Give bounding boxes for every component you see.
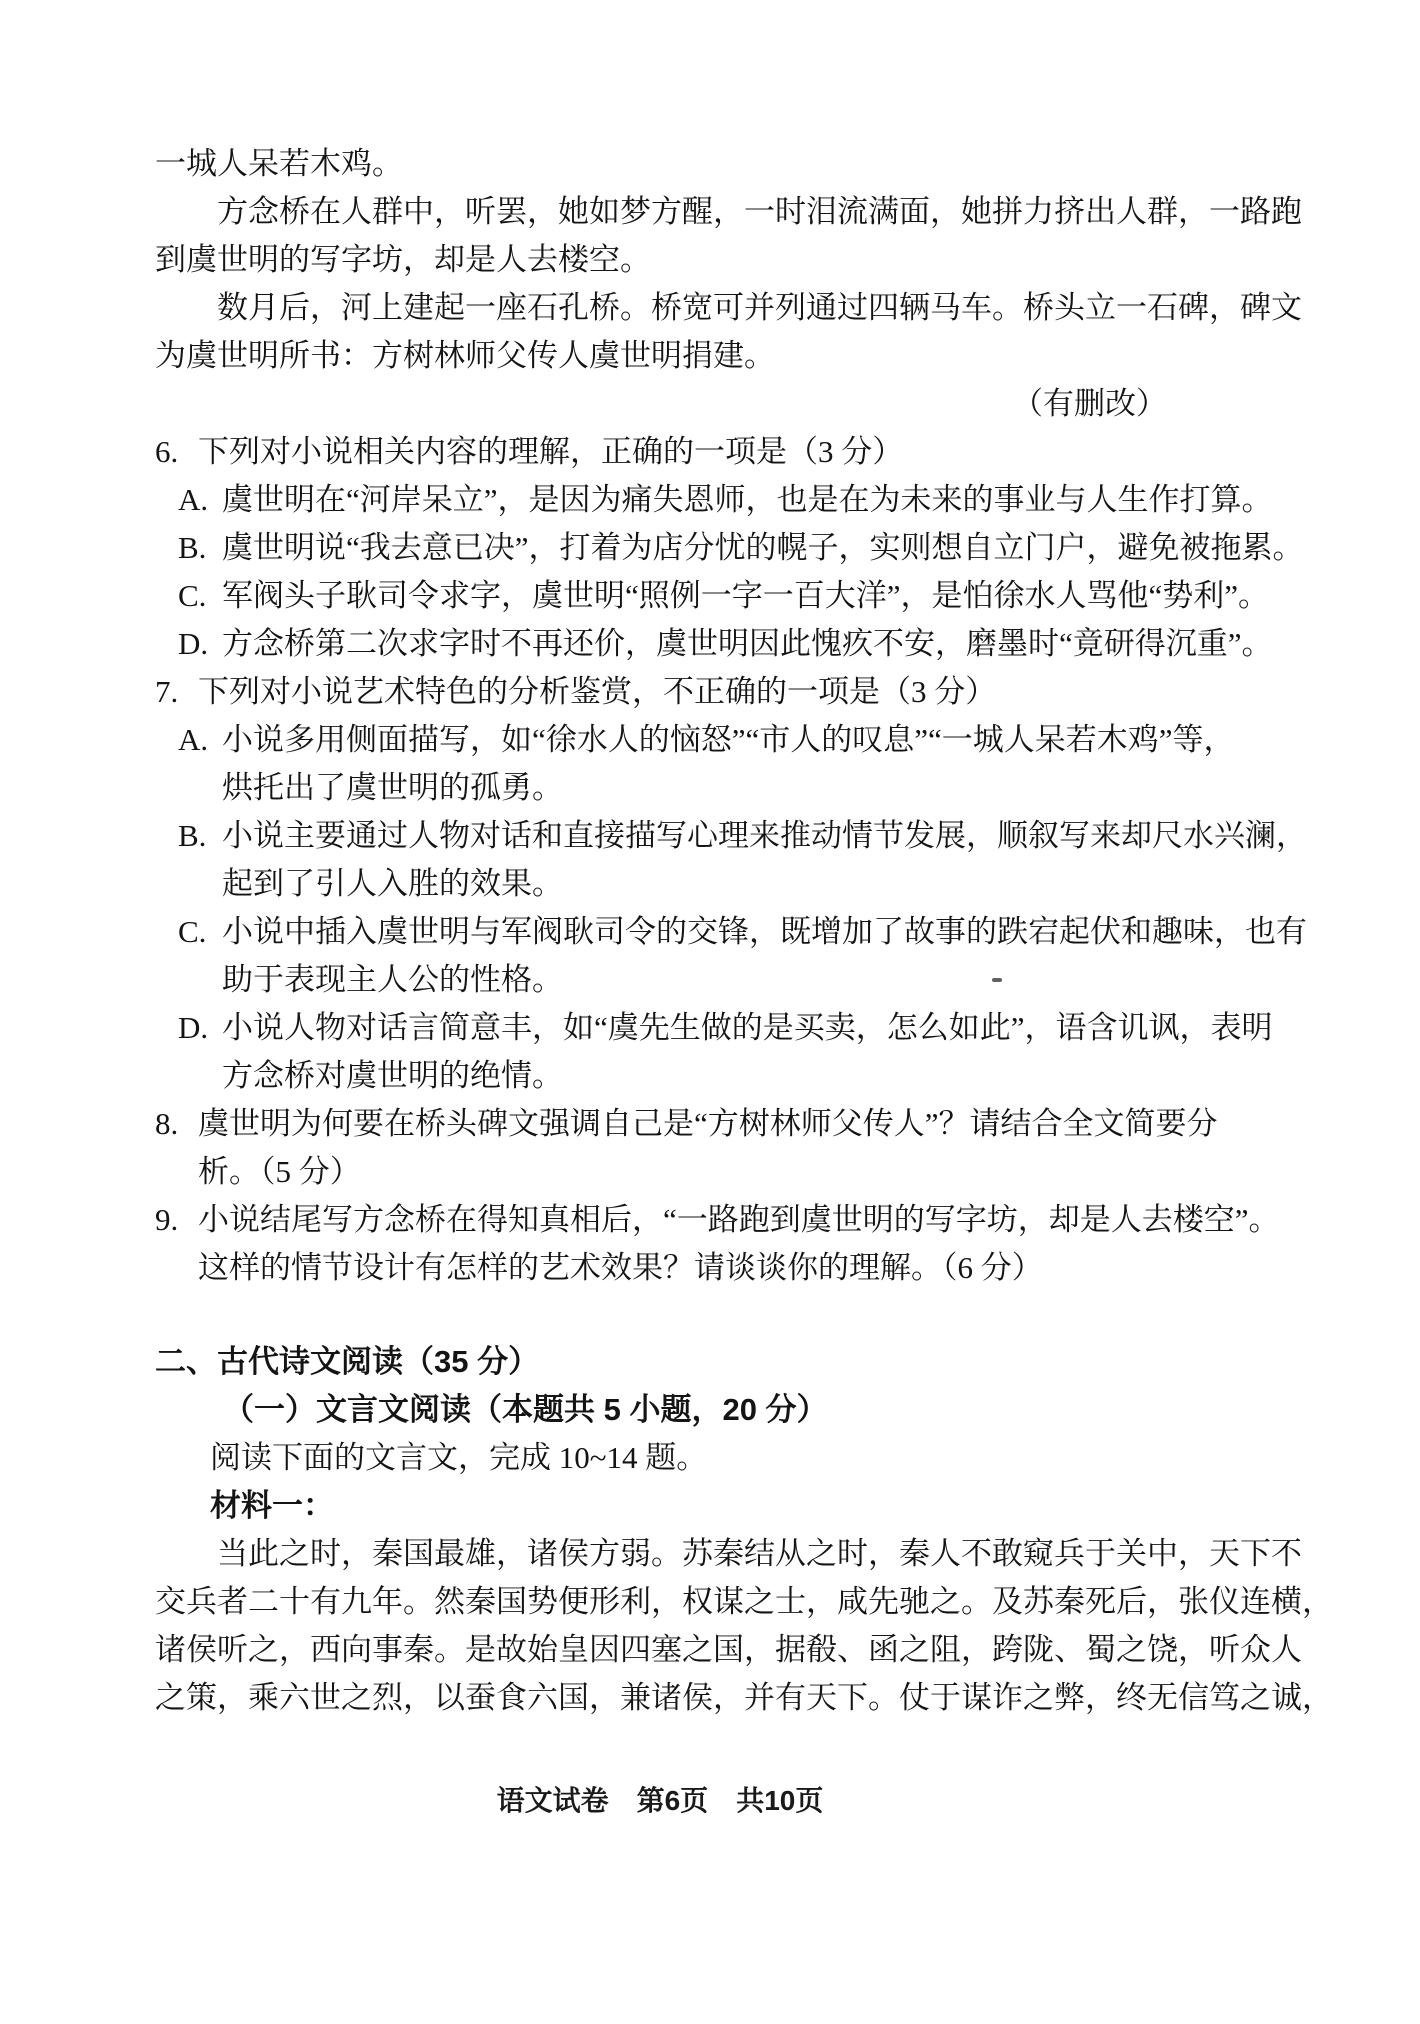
option-text: 虞世明在“河岸呆立”，是因为痛失恩师，也是在为未来的事业与人生作打算。 — [222, 482, 1273, 517]
passage-line: 方念桥在人群中，听罢，她如梦方醒，一时泪流满面，她拼力挤出人群，一路跑 — [217, 194, 1302, 229]
option-label: C. — [178, 578, 207, 613]
question-7-number: 7. — [155, 674, 179, 709]
question-8-cont: 析。（5 分） — [198, 1154, 361, 1189]
question-6-text: 下列对小说相关内容的理解，正确的一项是（3 分） — [198, 434, 904, 469]
q7-option-d-cont: 方念桥对虞世明的绝情。 — [222, 1058, 563, 1093]
option-label: D. — [178, 626, 209, 661]
passage-line: 一城人呆若木鸡。 — [155, 146, 403, 181]
option-text: 小说人物对话言简意丰，如“虞先生做的是买卖，怎么如此”，语含讥讽，表明 — [222, 1010, 1273, 1045]
classical-text-line: 诸侯听之，西向事秦。是故始皇因四塞之国，据殽、函之阻，跨陇、蜀之饶，听众人 — [155, 1632, 1302, 1667]
classical-text-line: 交兵者二十有九年。然秦国势便形利，权谋之士，咸先驰之。及苏秦死后，张仪连横， — [155, 1584, 1333, 1619]
q7-option-c-cont: 助于表现主人公的性格。 — [222, 962, 563, 997]
q7-option-b-cont: 起到了引人入胜的效果。 — [222, 866, 563, 901]
section-gap — [155, 1292, 1195, 1338]
q7-option-d — [155, 1004, 1273, 1052]
q6-option-b — [155, 524, 1304, 572]
q6-option-d — [155, 620, 1273, 668]
question-9-number: 9. — [155, 1202, 179, 1237]
reading-instruction: 阅读下面的文言文，完成 10~14 题。 — [210, 1440, 708, 1475]
option-label: A. — [178, 482, 209, 517]
question-7-stem — [155, 668, 1195, 716]
passage-line: 到虞世明的写字坊，却是人去楼空。 — [155, 242, 651, 277]
question-9-text: 小说结尾写方念桥在得知真相后，“一路跑到虞世明的写字坊，却是人去楼空”。 — [198, 1202, 1280, 1237]
question-6-stem — [155, 428, 1195, 476]
subsection-title: （一）文言文阅读（本题共 5 小题，20 分） — [223, 1392, 828, 1427]
option-text: 小说中插入虞世明与军阀耿司令的交锋，既增加了故事的跌宕起伏和趣味，也有 — [222, 914, 1307, 949]
option-label: C. — [178, 914, 207, 949]
question-8-stem — [155, 1100, 1218, 1148]
q7-option-a-cont: 烘托出了虞世明的孤勇。 — [222, 770, 563, 805]
passage-line: 为虞世明所书：方树林师父传人虞世明捐建。 — [155, 338, 775, 373]
option-text: 小说主要通过人物对话和直接描写心理来推动情节发展，顺叙写来却尺水兴澜， — [222, 818, 1307, 853]
question-9-cont: 这样的情节设计有怎样的艺术效果？请谈谈你的理解。（6 分） — [198, 1250, 1043, 1285]
question-7-text: 下列对小说艺术特色的分析鉴赏，不正确的一项是（3 分） — [198, 674, 997, 709]
q7-option-b — [155, 812, 1307, 860]
scan-artifact-dot — [992, 978, 1002, 982]
option-label: B. — [178, 530, 207, 565]
q7-option-c — [155, 908, 1307, 956]
classical-text-line: 当此之时，秦国最雄，诸侯方弱。苏秦结从之时，秦人不敢窥兵于关中，天下不 — [217, 1536, 1302, 1571]
option-text: 小说多用侧面描写，如“徐水人的恼怒”“市人的叹息”“一城人呆若木鸡”等， — [222, 722, 1235, 757]
q7-option-a — [155, 716, 1235, 764]
q6-option-a — [155, 476, 1273, 524]
option-label: A. — [178, 722, 209, 757]
material-1-label: 材料一： — [210, 1488, 334, 1523]
option-text: 虞世明说“我去意已决”，打着为店分忧的幌子，实则想自立门户，避免被拖累。 — [222, 530, 1304, 565]
option-text: 军阀头子耿司令求字，虞世明“照例一字一百大洋”，是怕徐水人骂他“势利”。 — [222, 578, 1270, 613]
page-footer: 语文试卷 第6页 共10页 — [496, 1785, 824, 1816]
source-note: （有删改） — [1012, 386, 1167, 421]
q6-option-c — [155, 572, 1270, 620]
option-label: D. — [178, 1010, 209, 1045]
option-text: 方念桥第二次求字时不再还价，虞世明因此愧疚不安，磨墨时“竟研得沉重”。 — [222, 626, 1273, 661]
classical-text-line: 之策，乘六世之烈，以蚕食六国，兼诸侯，并有天下。仗于谋诈之弊，终无信笃之诚， — [155, 1680, 1333, 1715]
question-8-text: 虞世明为何要在桥头碑文强调自己是“方树林师父传人”？请结合全文简要分 — [198, 1106, 1218, 1141]
question-9-stem — [155, 1196, 1280, 1244]
page-content — [155, 140, 1333, 1722]
question-6-number: 6. — [155, 434, 179, 469]
option-label: B. — [178, 818, 207, 853]
passage-line: 数月后，河上建起一座石孔桥。桥宽可并列通过四辆马车。桥头立一石碑，碑文 — [217, 290, 1302, 325]
section-2-title: 二、古代诗文阅读（35 分） — [155, 1344, 540, 1379]
question-8-number: 8. — [155, 1106, 179, 1141]
